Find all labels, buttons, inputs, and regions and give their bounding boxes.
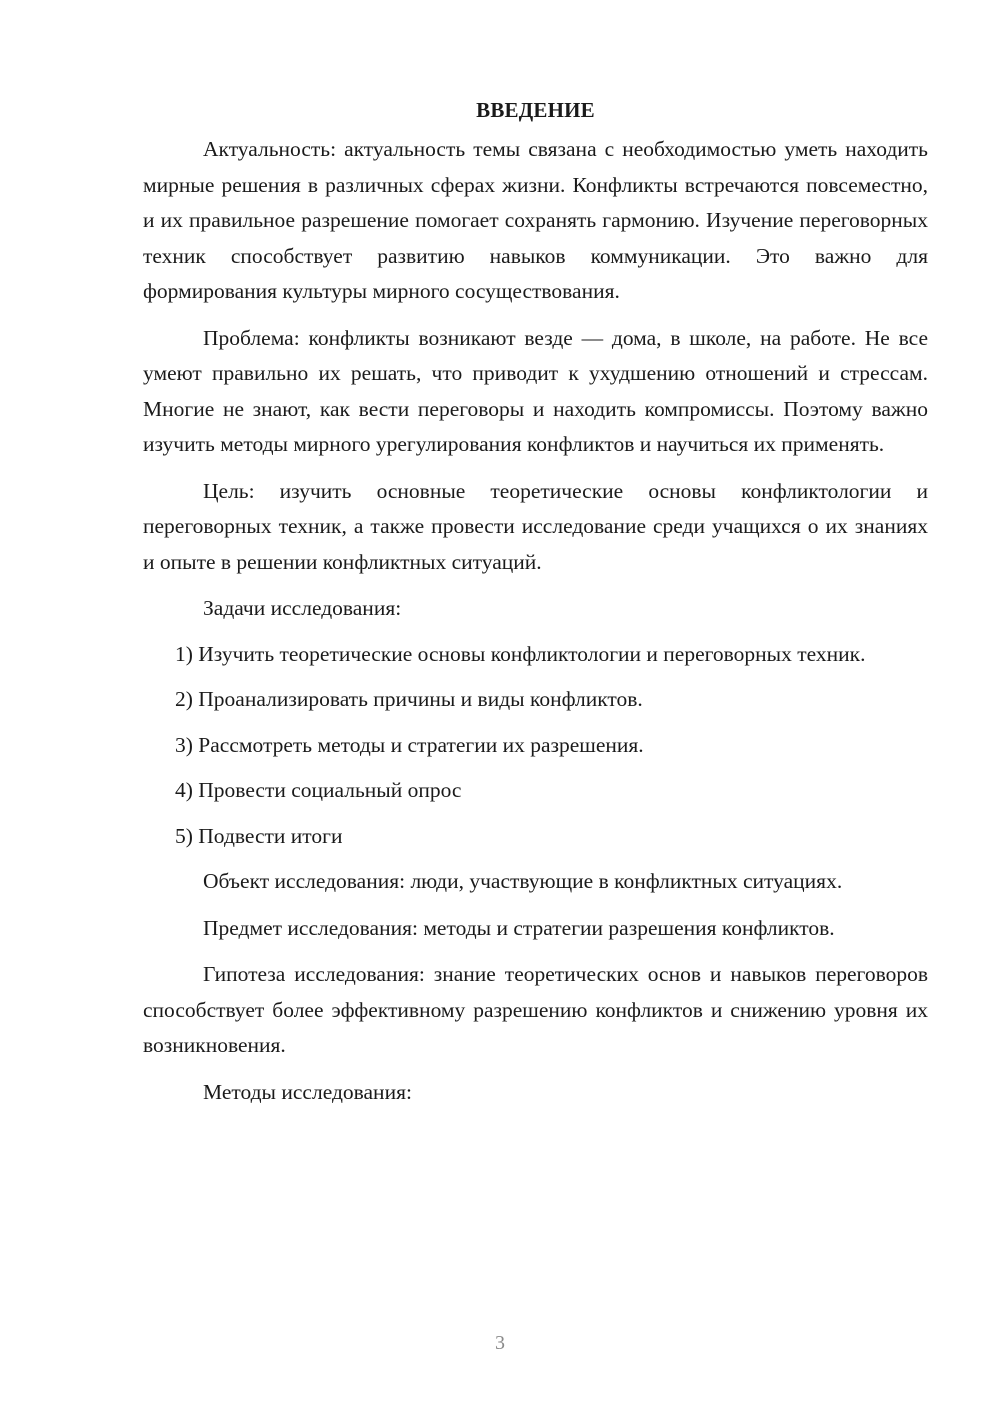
page-title: ВВЕДЕНИЕ <box>476 98 595 122</box>
task-item-2: 2) Проанализировать причины и виды конфликтов. <box>175 687 643 711</box>
task-item-5: 5) Подвести итоги <box>175 823 343 848</box>
object-paragraph: Объект исследования: люди, участвующие в конфликтных ситуациях. <box>203 869 843 893</box>
document-page <box>143 92 928 1110</box>
tasks-heading: Задачи исследования: <box>203 596 402 620</box>
subject-paragraph: Предмет исследования: методы и стратегии разрешения конфликтов. <box>203 915 835 940</box>
task-item-1: 1) Изучить теоретические основы конфликтологии и переговорных техник. <box>175 641 866 666</box>
goal-paragraph: Цель: изучить основные теоретические основы конфликтологии и переговорных техник, а также провести исследование среди учащихся о их знаниях и опыте в решении конфликтных ситуаций. <box>143 478 928 574</box>
task-item-4: 4) Провести социальный опрос <box>175 778 462 802</box>
problem-paragraph: Проблема: конфликты возникают везде — дома, в школе, на работе. Не все умеют правильно их решать, что приводит к ухудшению отношений и стрессам. Многие не знают, как вести переговоры и находить компромиссы. Поэтому важно изучить методы мирного урегулирования конфликтов и научиться их применять. <box>143 325 928 456</box>
hypothesis-paragraph: Гипотеза исследования: знание теоретических основ и навыков переговоров способствует более эффективному разрешению конфликтов и снижению уровня их возникновения. <box>143 962 928 1057</box>
page-number: 3 <box>495 1332 505 1354</box>
methods-heading: Методы исследования: <box>203 1079 412 1104</box>
relevance-paragraph: Актуальность: актуальность темы связана с необходимостью уметь находить мирные решения в различных сферах жизни. Конфликты встречаются повсеместно, и их правильное разрешение помогает сохранять гармонию. Изучение переговорных техник способствует развитию навыков коммуникации. Это важно для формирования культуры мирного сосуществования. <box>143 137 928 303</box>
task-item-3: 3) Рассмотреть методы и стратегии их разрешения. <box>175 732 644 757</box>
